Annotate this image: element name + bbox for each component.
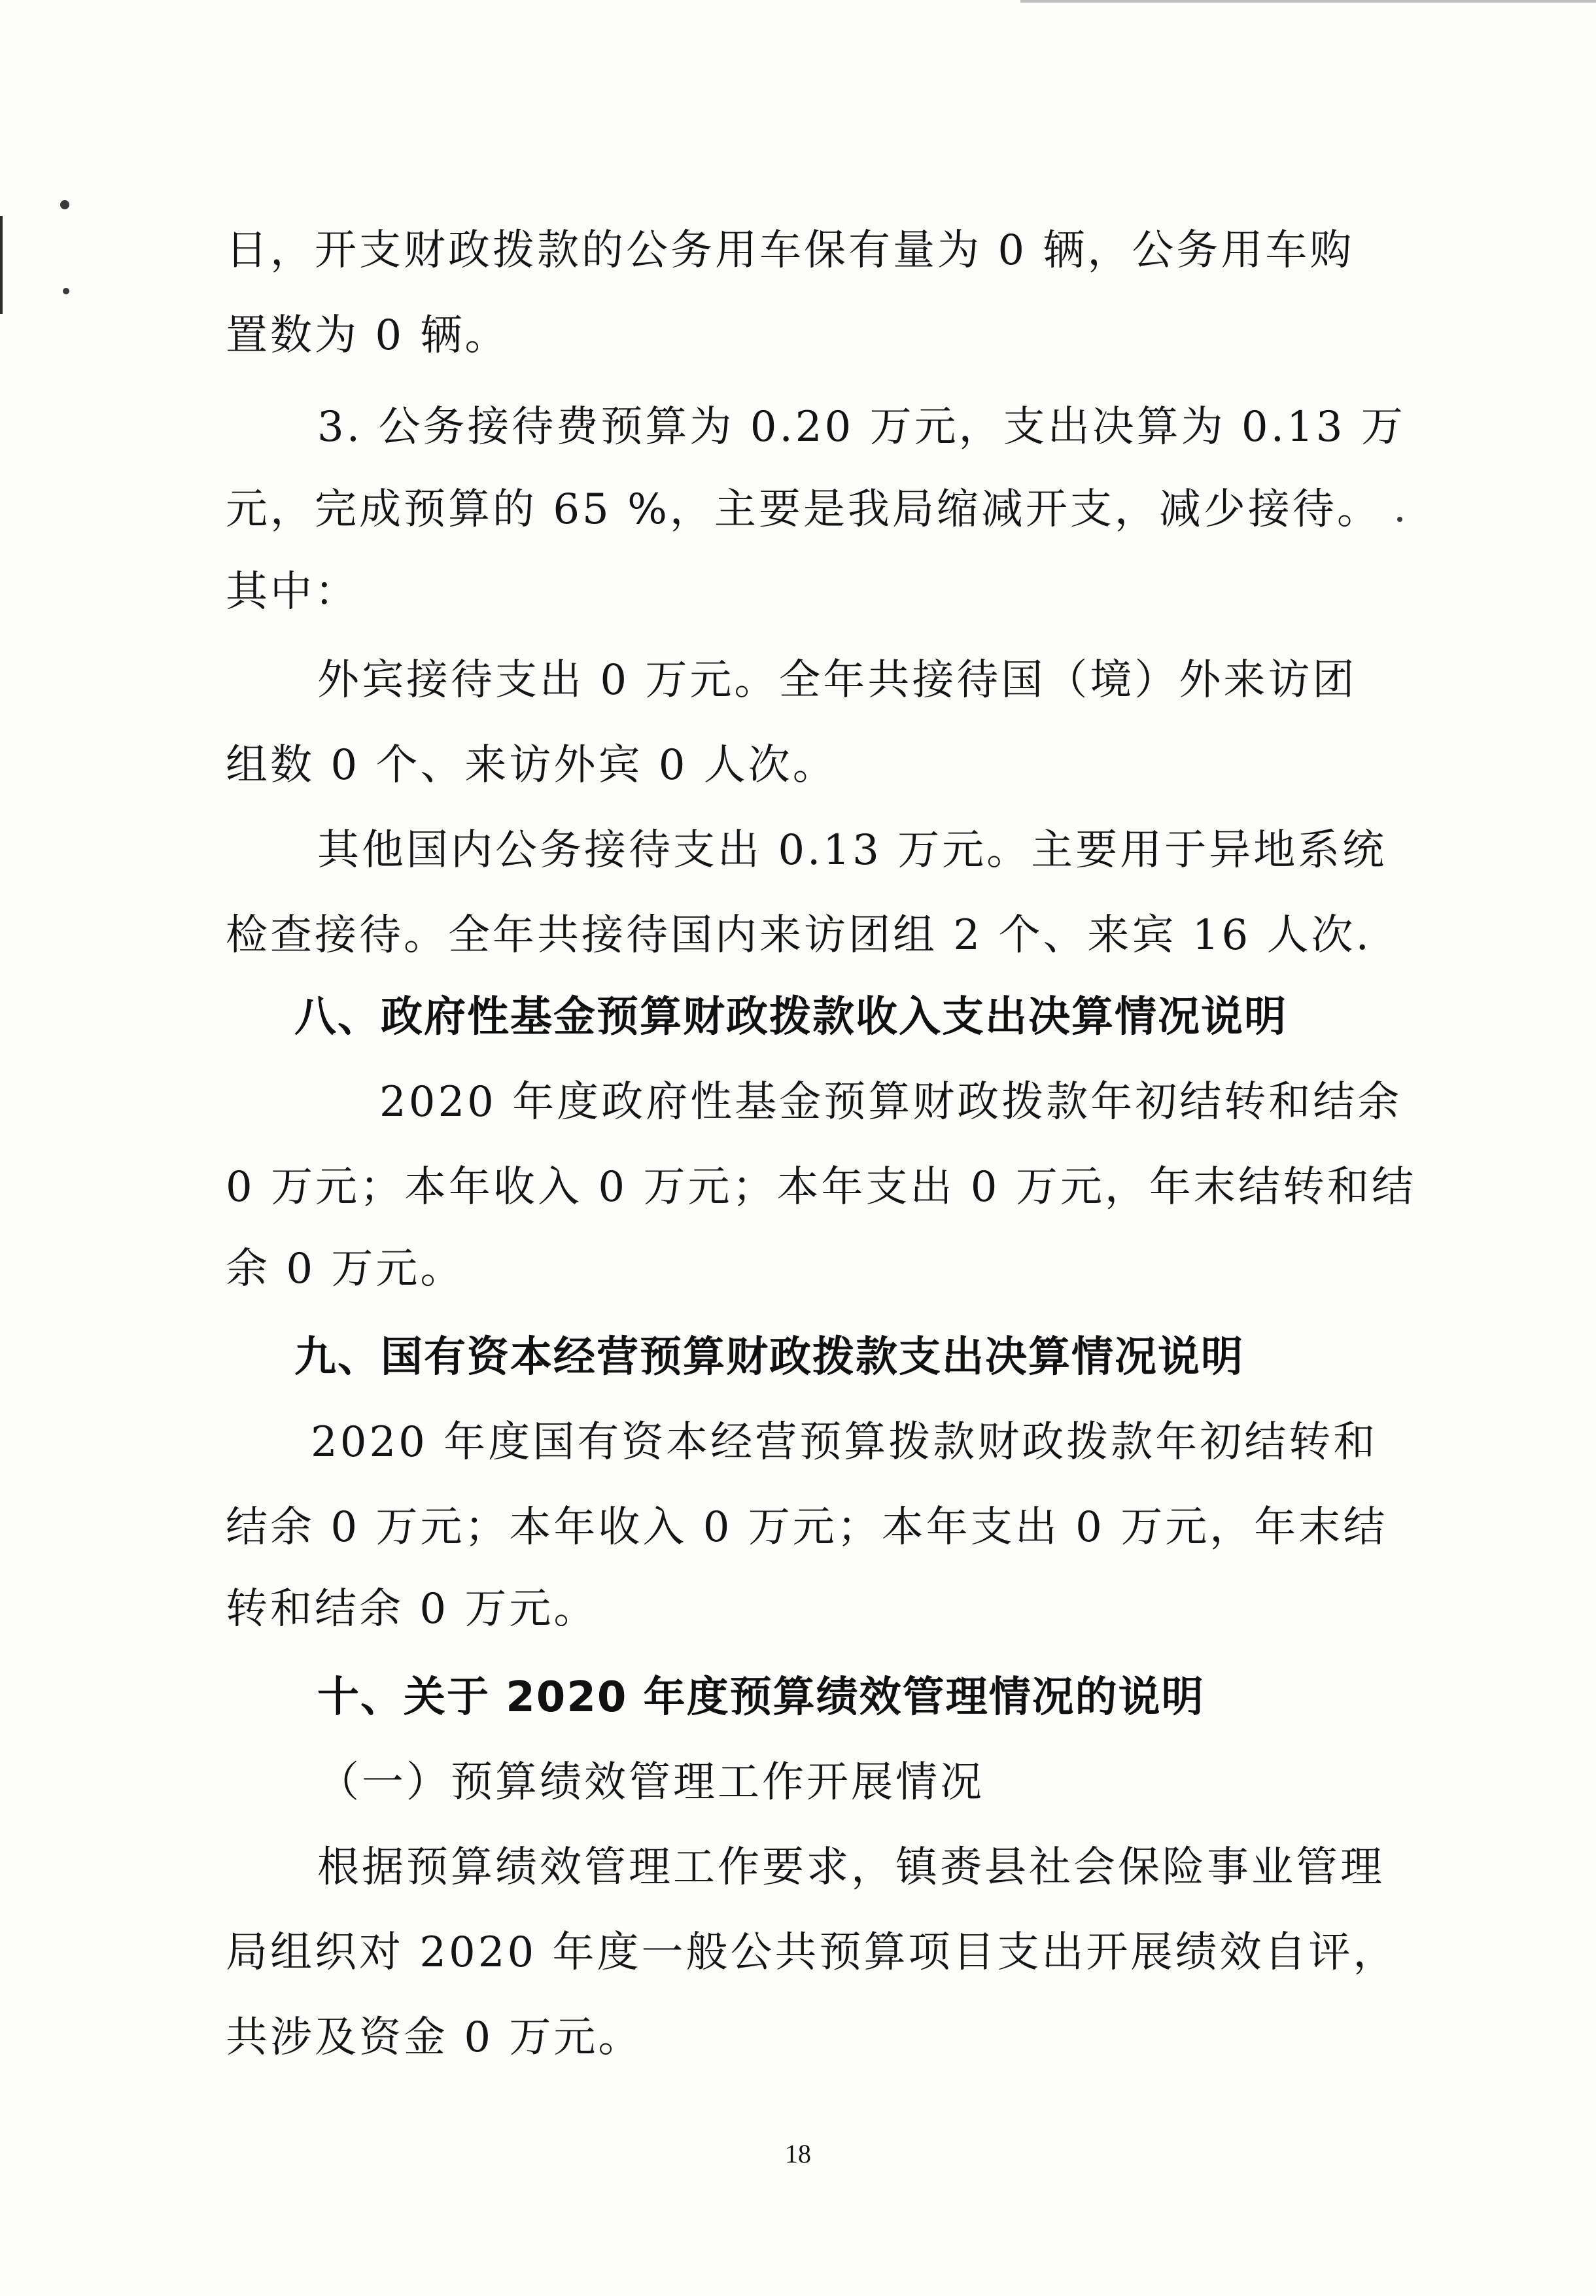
body-text-line: 3. 公务接待费预算为 0.20 万元，支出决算为 0.13 万 — [317, 403, 1406, 451]
scan-left-edge — [0, 216, 3, 314]
body-text-line: 结余 0 万元；本年收入 0 万元；本年支出 0 万元，年末结 — [226, 1503, 1388, 1552]
section-heading-8: 八、政府性基金预算财政拨款收入支出决算情况说明 — [294, 993, 1287, 1041]
body-text-line: 置数为 0 辆。 — [226, 311, 510, 360]
subsection-heading: （一）预算绩效管理工作开展情况 — [317, 1758, 984, 1807]
body-text-line: 转和结余 0 万元。 — [226, 1585, 598, 1633]
body-text-line: 其他国内公务接待支出 0.13 万元。主要用于异地系统 — [317, 826, 1387, 875]
body-text-line: 组数 0 个、来访外宾 0 人次。 — [226, 741, 837, 790]
body-text-line: 余 0 万元。 — [226, 1245, 465, 1293]
scan-dot — [1397, 517, 1402, 522]
body-text-line: 局组织对 2020 年度一般公共预算项目支出开展绩效自评， — [226, 1928, 1398, 1977]
section-heading-9: 九、国有资本经营预算财政拨款支出决算情况说明 — [294, 1333, 1244, 1382]
body-text-line: 0 万元；本年收入 0 万元；本年支出 0 万元，年末结转和结 — [226, 1163, 1416, 1211]
body-text-line: 共涉及资金 0 万元。 — [226, 2013, 643, 2062]
body-text-line: 2020 年度国有资本经营预算拨款财政拨款年初结转和 — [311, 1418, 1378, 1467]
scan-dot — [63, 288, 69, 294]
scan-top-artifact — [1020, 0, 1596, 3]
scan-dot — [60, 200, 69, 209]
body-text-line: 其中： — [226, 568, 359, 616]
body-text-line: 元，完成预算的 65 %，主要是我局缩减开支，减少接待。 — [226, 485, 1381, 534]
body-text-line: 外宾接待支出 0 万元。全年共接待国（境）外来访团 — [317, 656, 1357, 704]
body-text-line: 日，开支财政拨款的公务用车保有量为 0 辆，公务用车购 — [226, 226, 1355, 275]
page-number: 18 — [785, 2139, 811, 2168]
section-heading-10: 十、关于 2020 年度预算绩效管理情况的说明 — [317, 1673, 1205, 1722]
body-text-line: 2020 年度政府性基金预算财政拨款年初结转和结余 — [379, 1078, 1402, 1126]
body-text-line: 检查接待。全年共接待国内来访团组 2 个、来宾 16 人次. — [226, 911, 1372, 960]
body-text-line: 根据预算绩效管理工作要求，镇赉县社会保险事业管理 — [317, 1843, 1385, 1892]
